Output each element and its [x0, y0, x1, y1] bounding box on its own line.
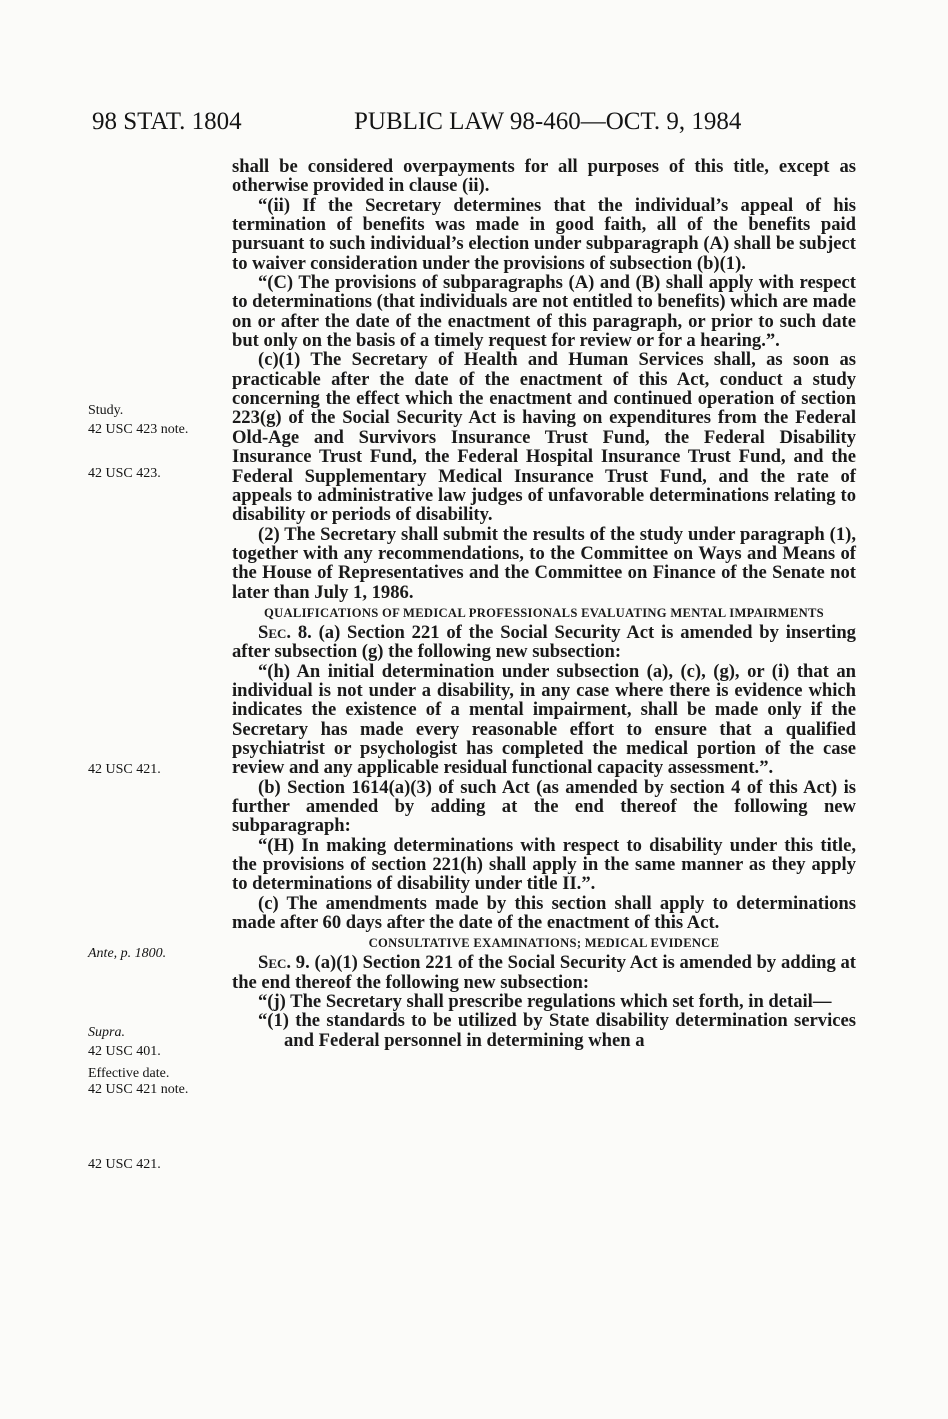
paragraph: (2) The Secretary shall submit the results of the study under paragraph (1), together with any recommendations, to the Committee on Ways and Means of the House of Representatives and the Committee on Finance of the Senate not later than July 1, 1986. [232, 523, 856, 603]
paragraph: “(ii) If the Secretary determines that the individual’s appeal of his termination of benefits was made in good faith, all of the benefits paid pursuant to such individual’s election under subparagraph (A) shall be subject to waiver consideration under the provisions of subsection (b)(1). [232, 194, 856, 274]
paragraph: (c)(1) The Secretary of Health and Human Services shall, as soon as practicable after the date of the enactment of this Act, conduct a study concerning the effect which the enactment and continued operation of section 223(g) of the Social Security Act is having on expenditures from the Federal Old-Age and Survivors Insurance Trust Fund, the Federal Disability Insurance Trust Fund, the Federal Hospital Insurance Trust Fund, and the Federal Supplementary Medical Insurance Trust Fund, and the rate of appeals to administrative law judges of unfavorable determinations relating to disability or periods of disability. [232, 349, 856, 526]
margin-note-citation: 42 USC 421. [88, 762, 161, 777]
paragraph: “(h) An initial determination under subsection (a), (c), (g), or (i) that an individual is not under a disability, in any case where there is evidence which indicates the existence of a mental impairment, shall be made only if the Secretary has made every reasonable effort to ensure that a qualified psychiatrist or psychologist has completed the medical portion of the case review and any applicable residual functional capacity assessment.”. [232, 660, 856, 779]
paragraph: “(j) The Secretary shall prescribe regulations which set forth, in detail— [258, 991, 832, 1013]
margin-note-reference: Supra. [88, 1025, 125, 1040]
paragraph: (b) Section 1614(a)(3) of such Act (as amended by section 4 of this Act) is further amended by adding at the end thereof the following new subparagraph: [232, 776, 856, 837]
law-title: PUBLIC LAW 98-460—OCT. 9, 1984 [354, 108, 742, 135]
section-label: Sec. 9. [258, 952, 310, 974]
margin-note-effective-date: Effective date. [88, 1066, 170, 1081]
margin-note-citation: 42 USC 423 note. [88, 422, 189, 437]
margin-note-citation: 42 USC 423. [88, 466, 161, 481]
main-text [232, 157, 856, 1050]
margin-note-citation: 42 USC 421. [88, 1157, 161, 1172]
paragraph [232, 953, 856, 992]
paragraph-text: (a)(1) Section 221 of the Social Security Act is amended by adding at the end thereof the following new subsection: [232, 952, 856, 993]
page-number: 98 STAT. 1804 [92, 108, 242, 135]
margin-note-citation: 42 USC 421 note. [88, 1082, 189, 1097]
paragraph: “(C) The provisions of subparagraphs (A) and (B) shall apply with respect to determinations (that individuals are not entitled to benefits) which are made on or after the date of the enactment of this paragraph, or prior to such date but only on the basis of a timely request for review or for a hearing.”. [232, 272, 856, 352]
section-label: Sec. 8. [258, 621, 312, 643]
paragraph: (c) The amendments made by this section shall apply to determinations made after 60 days after the date of the enactment of this Act. [232, 892, 856, 934]
section-heading: QUALIFICATIONS OF MEDICAL PROFESSIONALS EVALUATING MENTAL IMPAIRMENTS [264, 605, 824, 620]
page-header [92, 108, 862, 142]
margin-note-reference: Ante, p. 1800. [88, 946, 167, 961]
margin-note-study: Study. [88, 403, 124, 418]
paragraph-text: (a) Section 221 of the Social Security Act is amended by inserting after subsection (g) the following new subsection: [232, 621, 856, 663]
margin-note-citation: 42 USC 401. [88, 1044, 161, 1059]
section-heading: CONSULTATIVE EXAMINATIONS; MEDICAL EVIDENCE [368, 936, 720, 951]
paragraph: shall be considered overpayments for all purposes of this title, except as otherwise provided in clause (ii). [232, 156, 856, 197]
paragraph [232, 623, 856, 662]
paragraph: “(H) In making determinations with respect to disability under this title, the provisions of section 221(h) shall apply in the same manner as they apply to determinations of disability under title II.”. [232, 834, 856, 895]
paragraph: “(1) the standards to be utilized by State disability determination services and Federal personnel in determining when a [258, 1010, 856, 1051]
